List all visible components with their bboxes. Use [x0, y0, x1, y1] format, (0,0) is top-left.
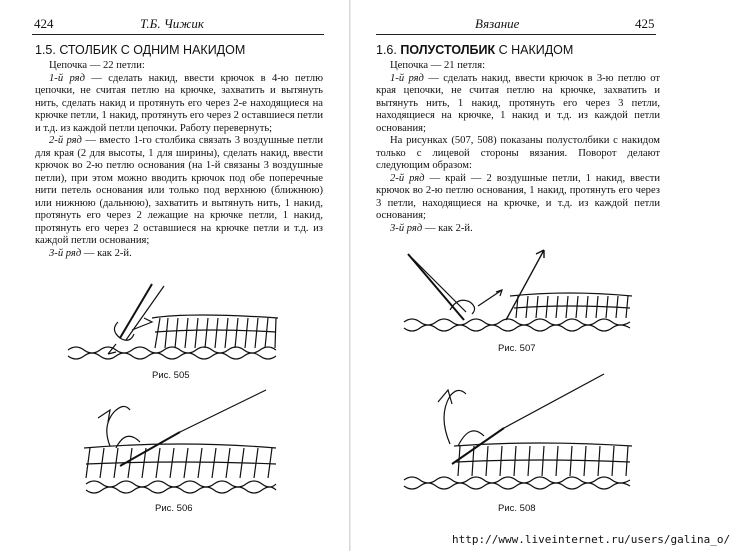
- figure-caption-508: Рис. 508: [498, 503, 536, 514]
- crochet-illustration-506: [80, 388, 280, 500]
- row-label: 3-й ряд: [390, 222, 423, 234]
- row-text: — сделать накид, ввести крючок в 4-ю петлю цепочки, не считая петлю на крючке, захватить и вытянуть нить, сделать накид и протянуть его через 2-е находящиеся на крючке петли, 1 накид, протянуть его через 2 оставшиеся петли и т.д. из каждой петли цепочки. Работу перевернуть;: [35, 72, 323, 134]
- row-text: — край — 2 воздушные петли, 1 накид, ввести крючок во 2-ю петлю основания, 1 накид, протянуть его через 3 петли, находящиеся на крючке, и т.д. из каждой петли основания;: [376, 172, 660, 221]
- page-number: 425: [635, 16, 655, 31]
- left-page: [0, 0, 350, 551]
- crochet-illustration-505: [60, 282, 300, 367]
- row-label: 3-й ряд: [49, 247, 82, 259]
- section-number: 1.6.: [376, 43, 397, 57]
- row-text: — как 2-й.: [81, 247, 132, 259]
- section-title: [376, 42, 660, 58]
- running-head: Т.Б. Чижик: [140, 16, 204, 31]
- row-2-paragraph: [35, 135, 323, 248]
- row-2-paragraph: [376, 173, 660, 223]
- row-3-paragraph: [35, 248, 323, 261]
- row-text: — сделать накид, ввести крючок в 3-ю петлю от края цепочки, не считая петлю на крючке, захватить и вытянуть нить, 1 накид, протянуть его через 3 петли, находящиеся на крючке, 1 накид и т.д. из каждой петли основания;: [376, 72, 660, 134]
- row-1-paragraph: [35, 73, 323, 136]
- left-text-block: [35, 42, 323, 260]
- right-text-block: [376, 42, 660, 235]
- section-title-rest: С НАКИДОМ: [495, 43, 574, 57]
- right-page: [350, 0, 700, 551]
- row-text: — вместо 1-го столбика связать 3 воздушные петли для края (2 для высоты, 1 для ширины), сделать накид, ввести крючок во 2-ю петлю основания (на 1-й связаны 3 воздушные петли), при этом можно вводить крючок под обе поперечные нити петель основания или только под верхнюю (ближнюю) или нижнюю (дальнюю), захватить и вытянуть нить, 1 накид, протянуть его через 2 лежащие на крючке петли, 1 накид, протянуть его через 2 оставшиеся на крючке петли и т.д. из каждой петли основания;: [35, 135, 323, 246]
- row-1-paragraph: [376, 73, 660, 136]
- left-page-header: [0, 12, 350, 34]
- figure-caption-507: Рис. 507: [498, 343, 536, 354]
- crochet-illustration-507: [398, 240, 638, 340]
- header-rule: [376, 34, 656, 35]
- row-text: — как 2-й.: [422, 222, 473, 234]
- right-page-header: [350, 12, 700, 34]
- chain-line: Цепочка — 21 петля:: [390, 60, 486, 71]
- crochet-illustration-508: [398, 372, 638, 497]
- page-number: 424: [34, 16, 54, 31]
- figure-caption-506: Рис. 506: [155, 503, 193, 514]
- figure-caption-505: Рис. 505: [152, 370, 190, 381]
- header-rule: [32, 34, 324, 35]
- row-label: 1-й ряд: [390, 72, 424, 84]
- chain-line: Цепочка — 22 петли:: [49, 60, 145, 71]
- row-label: 1-й ряд: [49, 72, 85, 84]
- section-title-bold: ПОЛУСТОЛБИК: [400, 43, 496, 57]
- row-3-paragraph: [376, 223, 660, 236]
- section-title: 1.5. СТОЛБИК С ОДНИМ НАКИДОМ: [35, 43, 246, 57]
- row-label: 2-й ряд: [49, 135, 82, 146]
- note-paragraph: На рисунках (507, 508) показаны полустолбики с накидом только с лицевой стороны вязания. Поворот делают следующим образом:: [376, 135, 660, 171]
- running-head: Вязание: [475, 16, 520, 31]
- watermark-url: http://www.liveinternet.ru/users/galina_o/: [452, 533, 730, 546]
- row-label: 2-й ряд: [390, 172, 425, 184]
